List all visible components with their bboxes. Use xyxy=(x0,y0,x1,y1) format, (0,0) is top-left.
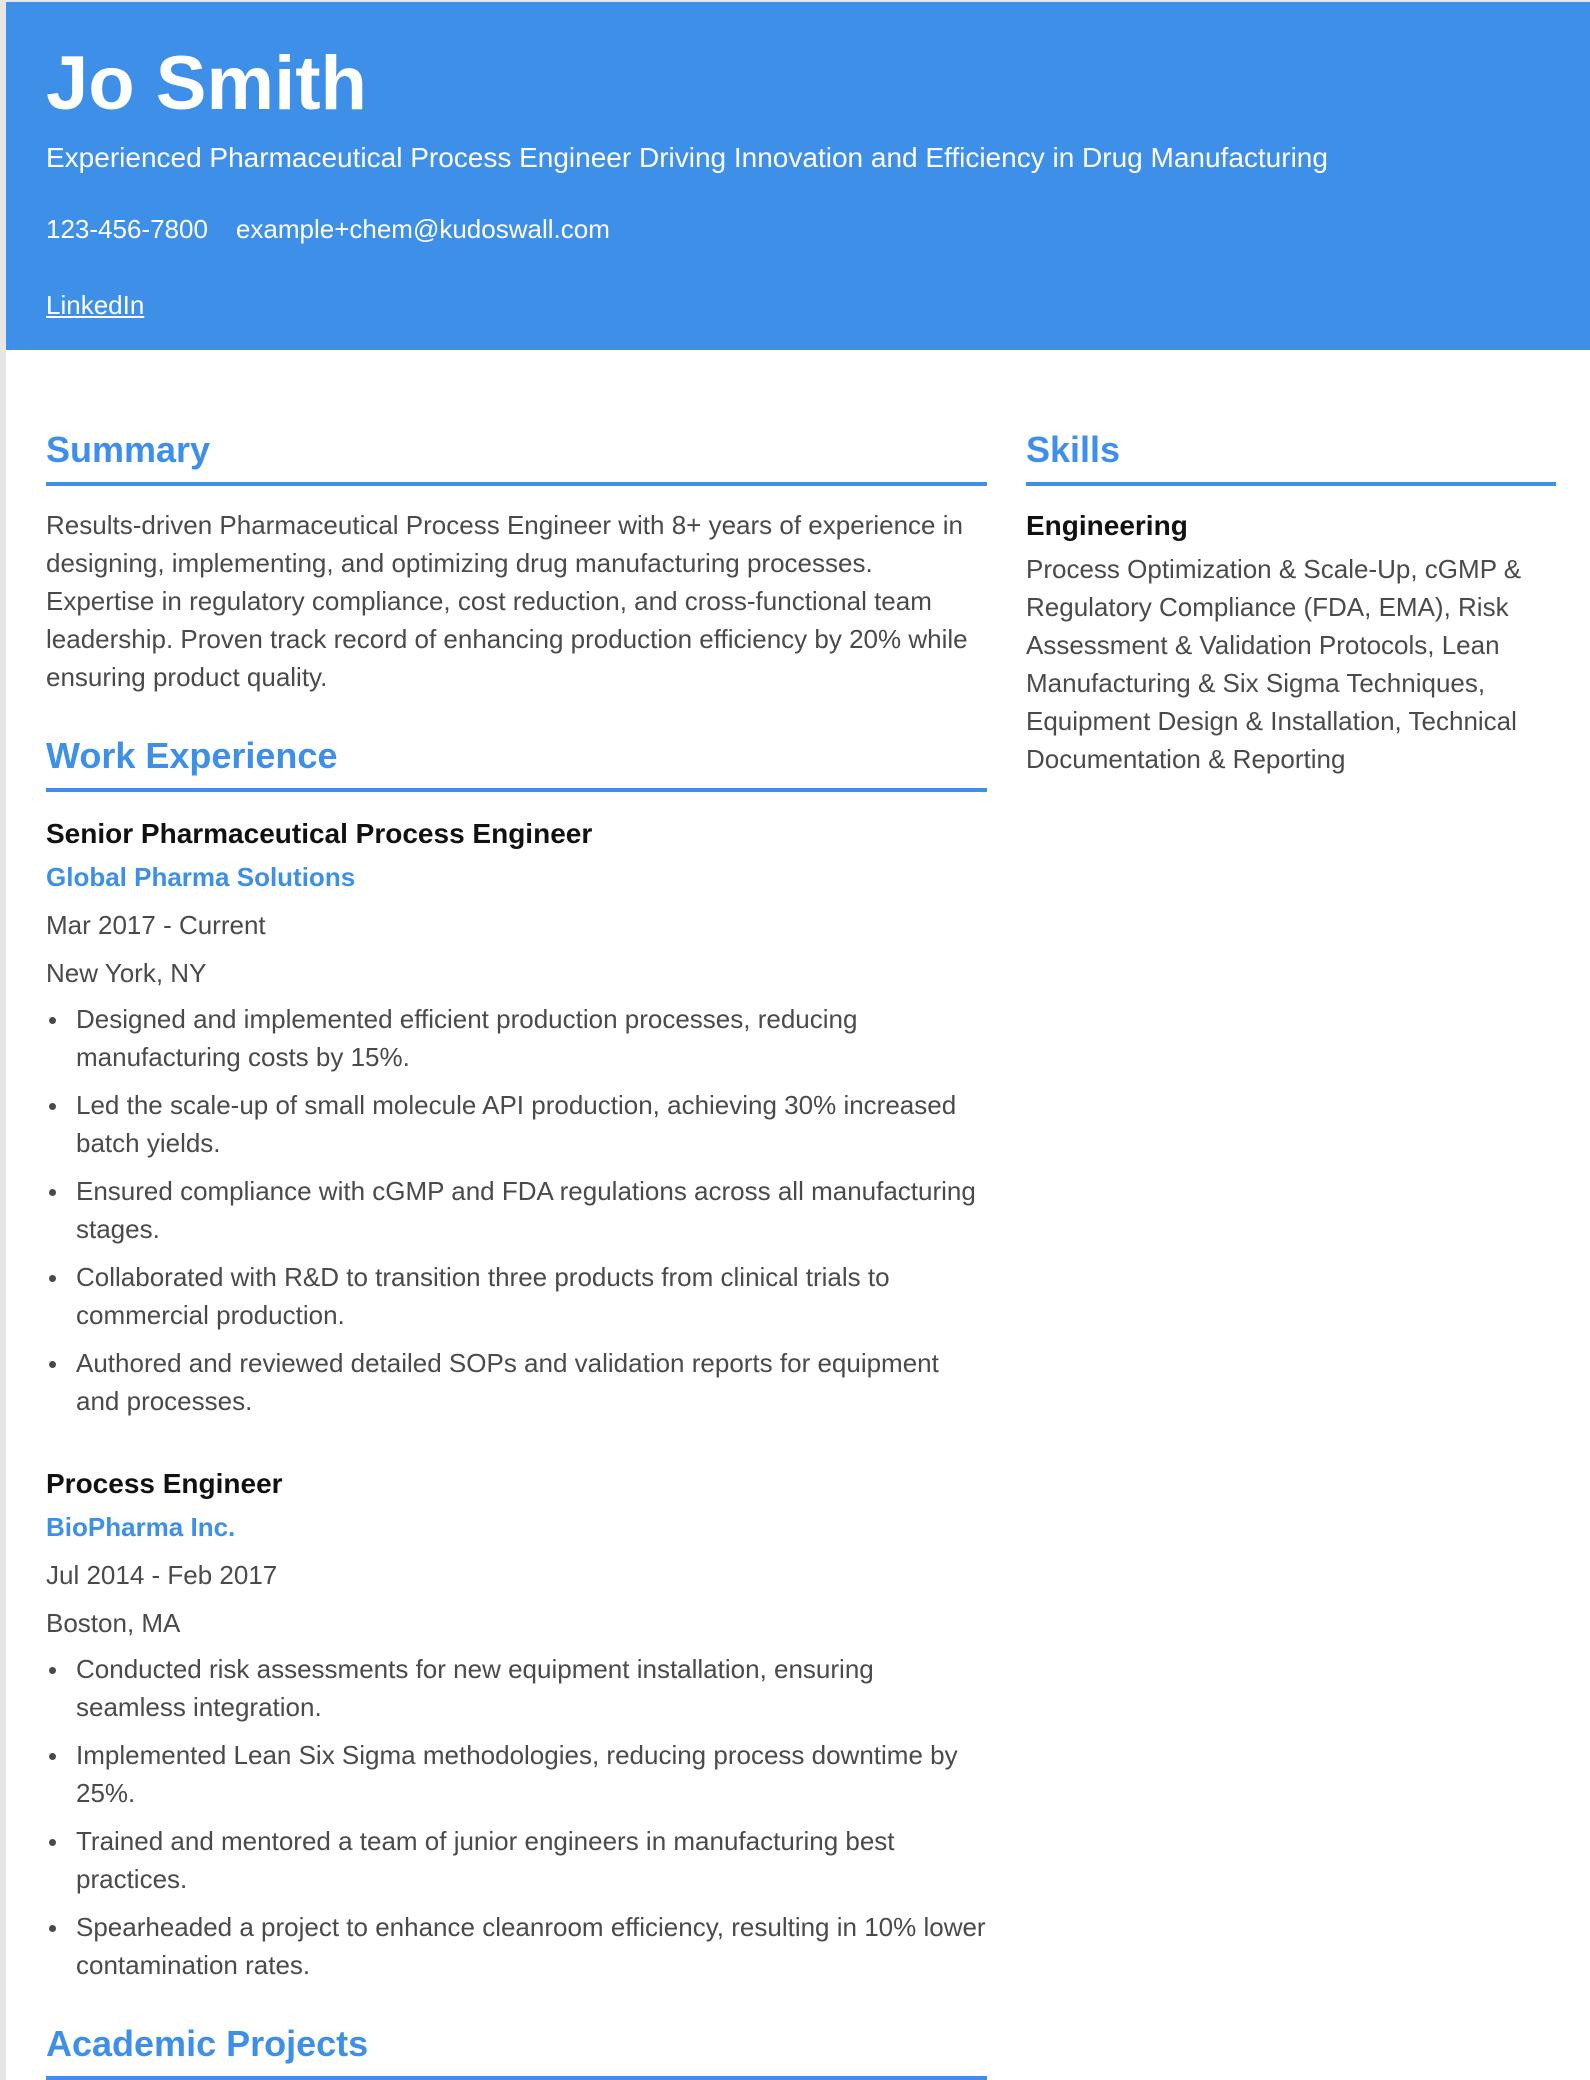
candidate-tagline: Experienced Pharmaceutical Process Engineer Driving Innovation and Efficiency in Drug Manufacturing xyxy=(46,142,1328,173)
bullet-item: Implemented Lean Six Sigma methodologies, reducing process downtime by 25%. xyxy=(46,1736,987,1812)
work-experience-section xyxy=(46,734,987,1984)
bullet-item: Spearheaded a project to enhance cleanroom efficiency, resulting in 10% lower contamination rates. xyxy=(46,1908,987,1984)
job-entry xyxy=(46,814,987,1420)
job-location: New York, NY xyxy=(46,958,207,988)
job-dates: Mar 2017 - Current xyxy=(46,910,266,940)
academic-projects-section xyxy=(46,2022,987,2080)
job-dates: Jul 2014 - Feb 2017 xyxy=(46,1560,278,1590)
job-title: Process Engineer xyxy=(46,1468,283,1499)
job-entry xyxy=(46,1464,987,1984)
bullet-item: Ensured compliance with cGMP and FDA regulations across all manufacturing stages. xyxy=(46,1172,987,1248)
bullet-item: Led the scale-up of small molecule API production, achieving 30% increased batch yields. xyxy=(46,1086,987,1162)
job-bullets xyxy=(46,1000,987,1420)
bullet-item: Authored and reviewed detailed SOPs and validation reports for equipment and processes. xyxy=(46,1344,987,1420)
work-experience-title: Work Experience xyxy=(46,734,987,792)
bullet-item: Conducted risk assessments for new equipment installation, ensuring seamless integration. xyxy=(46,1650,987,1726)
summary-section xyxy=(46,428,987,696)
bullet-item: Trained and mentored a team of junior engineers in manufacturing best practices. xyxy=(46,1822,987,1898)
linkedin-link[interactable]: LinkedIn xyxy=(46,290,145,320)
summary-text: Results-driven Pharmaceutical Process Engineer with 8+ years of experience in designing, implementing, and optimizing drug manufacturing processes. Expertise in regulatory compliance, cost reduction, and cross-functional team leadership. Proven track record of enhancing production efficiency by 20% while ensuring product quality. xyxy=(46,510,968,692)
job-location: Boston, MA xyxy=(46,1608,181,1638)
skills-title: Skills xyxy=(1026,428,1556,486)
skills-section xyxy=(1026,428,1556,778)
main-column xyxy=(46,428,987,2080)
company-name: Global Pharma Solutions xyxy=(46,862,356,892)
resume-body xyxy=(6,428,1590,2080)
contact-info xyxy=(46,212,1550,246)
bullet-item: Collaborated with R&D to transition three products from clinical trials to commercial production. xyxy=(46,1258,987,1334)
resume-header xyxy=(6,0,1590,350)
job-bullets xyxy=(46,1650,987,1984)
academic-projects-title: Academic Projects xyxy=(46,2022,987,2080)
phone-number[interactable]: 123-456-7800 xyxy=(46,214,208,244)
summary-title: Summary xyxy=(46,428,987,486)
side-column xyxy=(1026,428,1556,2080)
skill-group-text: Process Optimization & Scale-Up, cGMP & Regulatory Compliance (FDA, EMA), Risk Assessment & Validation Protocols, Lean Manufacturing & Six Sigma Techniques, Equipment Design & Installation, Technical Documentation & Reporting xyxy=(1026,554,1522,774)
skill-group-heading: Engineering xyxy=(1026,510,1188,541)
email-address[interactable]: example+chem@kudoswall.com xyxy=(235,214,610,244)
company-name: BioPharma Inc. xyxy=(46,1512,236,1542)
candidate-name: Jo Smith xyxy=(46,41,367,126)
job-title: Senior Pharmaceutical Process Engineer xyxy=(46,818,593,849)
bullet-item: Designed and implemented efficient production processes, reducing manufacturing costs by 15%. xyxy=(46,1000,987,1076)
